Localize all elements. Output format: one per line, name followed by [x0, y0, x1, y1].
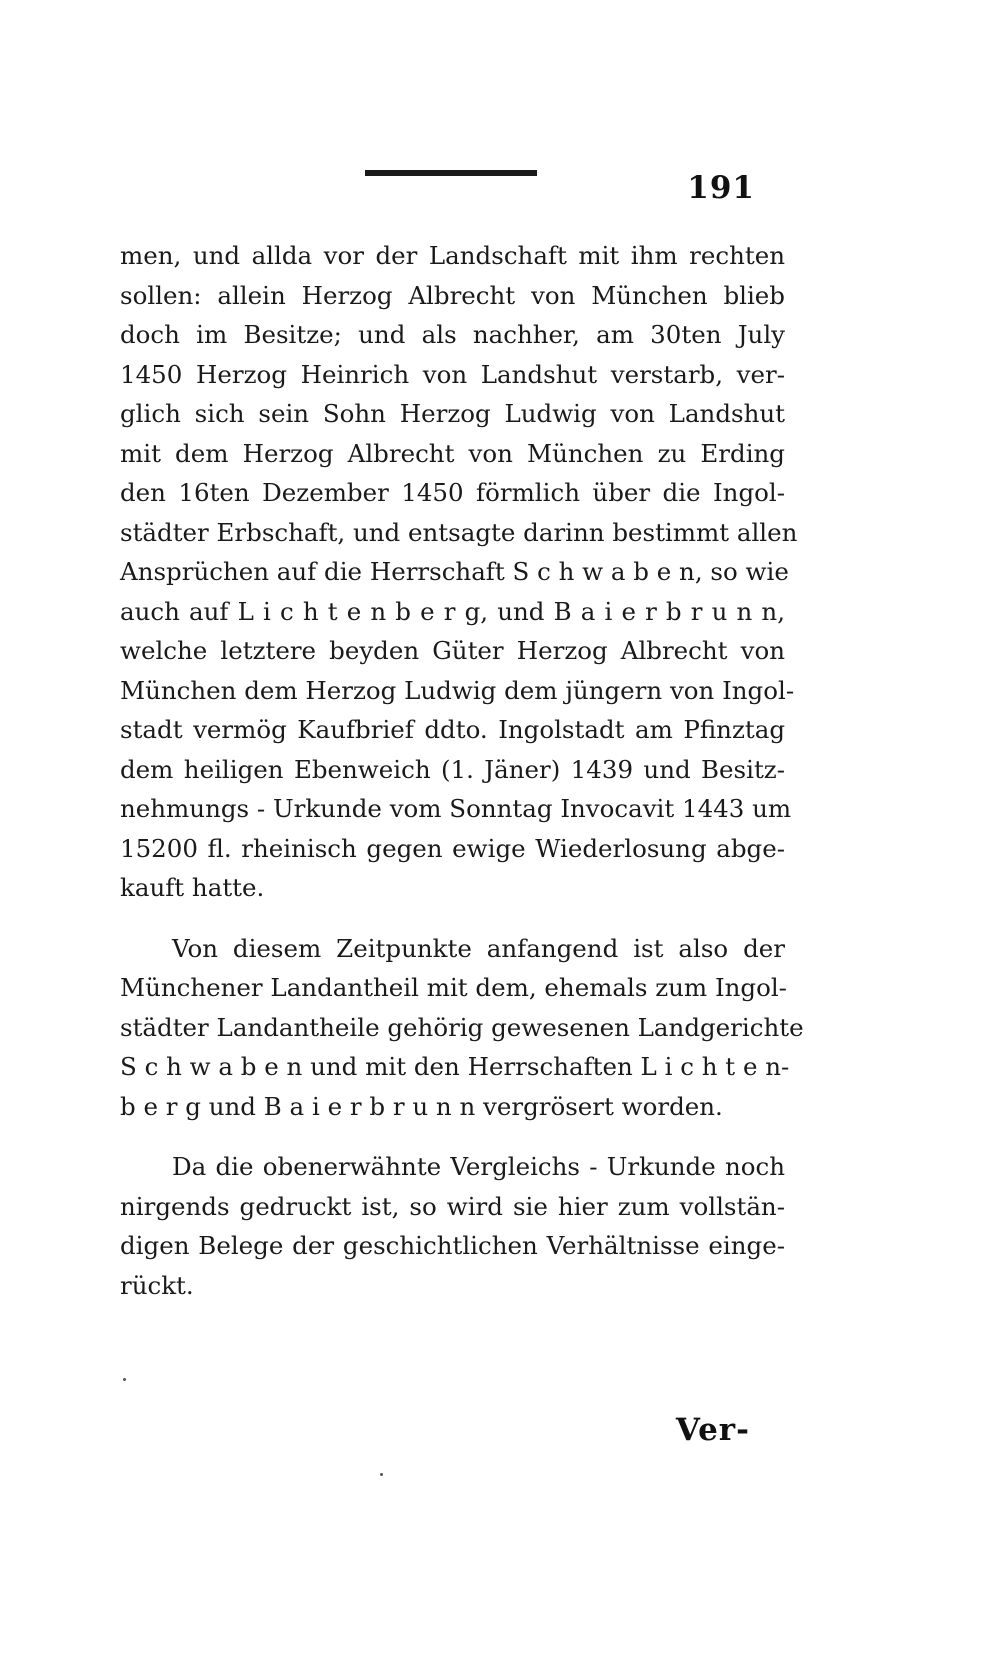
text-line: München dem Herzog Ludwig dem jüngern von Ingol- — [120, 675, 795, 705]
text-line: doch im Besitze; und als nachher, am 30ten July — [120, 320, 785, 349]
text-line: welche letztere beyden Güter Herzog Albrecht von — [120, 636, 785, 665]
text-line: stadt vermög Kaufbrief ddto. Ingolstadt am Pfinztag — [120, 715, 785, 744]
text-line: mit dem Herzog Albrecht von München zu Erding — [120, 438, 785, 468]
text-line: kauft hatte. — [120, 873, 265, 902]
text-line: 15200 fl. rheinisch gegen ewige Wiederlosung abge- — [120, 833, 785, 863]
text-line: nirgends gedruckt ist, so wird sie hier zum vollstän- — [120, 1191, 785, 1221]
text-line: sollen: allein Herzog Albrecht von München blieb — [120, 280, 785, 310]
header-rule — [365, 170, 537, 176]
paragraph — [120, 1147, 785, 1305]
text-line: S c h w a b e n und mit den Herrschaften L i c h t e n- — [120, 1052, 790, 1081]
page-number: 191 — [687, 170, 755, 206]
text-line: glich sich sein Sohn Herzog Ludwig von Landshut — [120, 399, 785, 428]
paragraph-gap — [120, 1126, 785, 1147]
text-line: dem heiligen Ebenweich (1. Jäner) 1439 und Besitz- — [120, 754, 785, 784]
catchword: Ver- — [675, 1412, 750, 1448]
paragraph-gap — [120, 908, 785, 929]
text-line: auch auf L i c h t e n b e r g, und B a i e r b r u n n, — [120, 596, 785, 626]
text-line: den 16ten Dezember 1450 förmlich über die Ingol- — [120, 478, 785, 507]
text-line: Von diesem Zeitpunkte anfangend ist also der — [172, 933, 785, 963]
text-line: rückt. — [120, 1270, 194, 1300]
text-line: digen Belege der geschichtlichen Verhältnisse einge- — [120, 1231, 785, 1260]
body-text — [120, 236, 804, 1305]
text-line: Ansprüchen auf die Herrschaft S c h w a b e n, so wie — [120, 557, 789, 586]
text-line: b e r g und B a i e r b r u n n vergrösert worden. — [120, 1091, 723, 1121]
paragraph — [120, 236, 798, 908]
print-speck — [123, 1378, 126, 1381]
text-line: 1450 Herzog Heinrich von Landshut verstarb, ver- — [120, 359, 785, 389]
paragraph — [120, 929, 804, 1127]
text-line: Da die obenerwähnte Vergleichs - Urkunde noch — [172, 1152, 785, 1181]
text-line: städter Erbschaft, und entsagte darinn bestimmt allen — [120, 517, 798, 547]
text-line: Münchener Landantheil mit dem, ehemals zum Ingol- — [120, 973, 787, 1002]
text-line: städter Landantheile gehörig gewesenen Landgerichte — [120, 1012, 804, 1042]
text-line: nehmungs - Urkunde vom Sonntag Invocavit 1443 um — [120, 794, 792, 823]
text-line: men, und allda vor der Landschaft mit ihm rechten — [120, 241, 785, 270]
print-speck — [380, 1473, 383, 1476]
